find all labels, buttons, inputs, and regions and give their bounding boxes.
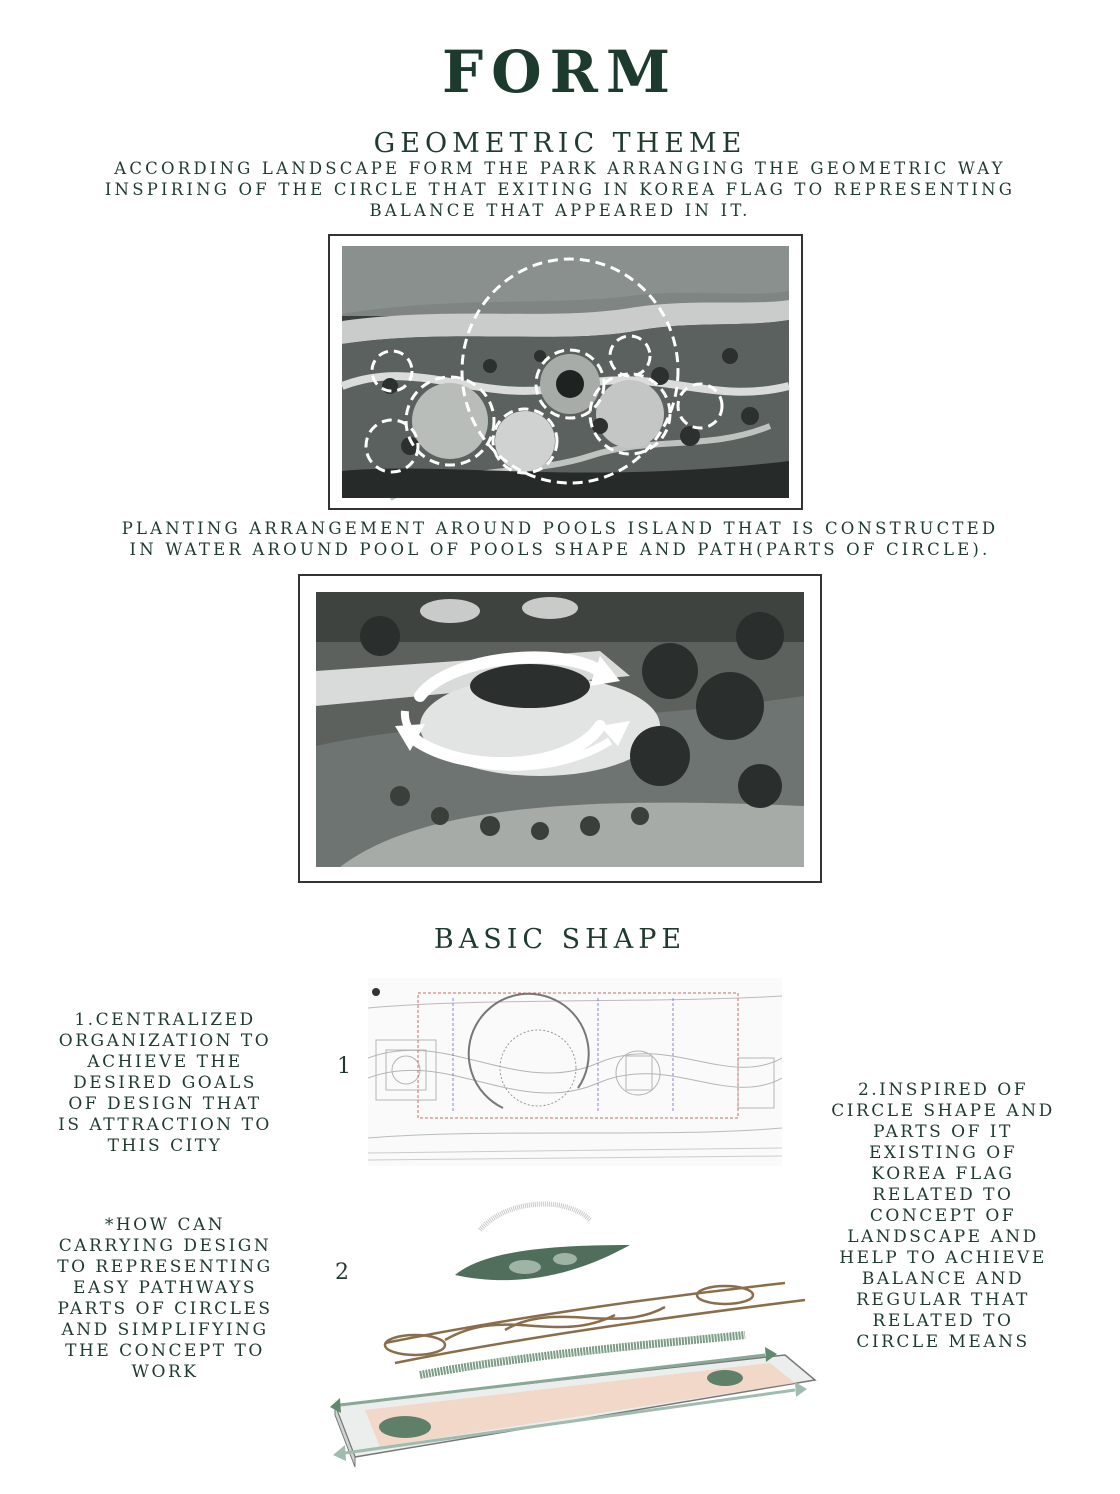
left-bottom-line: CARRYING DESIGN — [58, 1236, 272, 1256]
right-line: CIRCLE MEANS — [856, 1332, 1030, 1352]
right-line: 2.INSPIRED OF — [857, 1080, 1029, 1100]
right-line: REGULAR THAT — [856, 1290, 1030, 1310]
planting-description — [30, 518, 1090, 560]
geometric-theme-heading: GEOMETRIC THEME — [373, 128, 747, 159]
right-line: EXISTING OF — [868, 1143, 1018, 1163]
right-line: BALANCE AND — [861, 1269, 1025, 1289]
left-top-line: IS ATTRACTION TO — [58, 1115, 272, 1135]
right-line: RELATED TO — [872, 1185, 1014, 1205]
basic-shape-heading: BASIC SHAPE — [433, 924, 687, 955]
left-top-line: 1.CENTRALIZED — [74, 1010, 256, 1030]
right-line: HELP TO ACHIEVE — [839, 1248, 1047, 1268]
site-plan-drawing — [368, 978, 782, 1166]
planting-line-1: PLANTING ARRANGEMENT AROUND POOLS ISLAND THAT IS CONSTRUCTED — [121, 519, 999, 538]
right-line: KOREA FLAG — [871, 1164, 1015, 1184]
aerial-photo-frame — [328, 234, 803, 510]
left-top-line: ACHIEVE THE — [87, 1052, 243, 1072]
left-top-line: THIS CITY — [107, 1136, 223, 1156]
right-line: CONCEPT OF — [869, 1206, 1017, 1226]
left-top-line: DESIRED GOALS — [73, 1073, 257, 1093]
left-top-line: ORGANIZATION TO — [58, 1031, 272, 1051]
geometric-theme-description — [30, 158, 1090, 221]
page-title: FORM — [441, 38, 679, 106]
right-line: PARTS OF IT — [873, 1122, 1013, 1142]
diagram-number-1: 1 — [337, 1054, 351, 1079]
pool-island-photo — [300, 576, 820, 881]
left-bottom-line: TO REPRESENTING — [57, 1257, 273, 1277]
left-bottom-line: WORK — [131, 1362, 199, 1382]
right-line: RELATED TO — [872, 1311, 1014, 1331]
left-top-line: OF DESIGN THAT — [68, 1094, 262, 1114]
layer-diagram — [325, 1195, 825, 1485]
diagram-number-2: 2 — [335, 1260, 349, 1285]
aerial-park-photo — [330, 236, 801, 508]
geometric-line-3: BALANCE THAT APPEARED IN IT. — [369, 201, 751, 220]
left-bottom-line: PARTS OF CIRCLES — [57, 1299, 273, 1319]
left-bottom-line: AND SIMPLIFYING — [61, 1320, 269, 1340]
geometric-line-1: ACCORDING LANDSCAPE FORM THE PARK ARRANGING THE GEOMETRIC WAY — [114, 159, 1006, 178]
pool-island-photo-frame — [298, 574, 822, 883]
centralized-organization-text — [30, 1010, 300, 1157]
inspired-circle-text — [808, 1080, 1078, 1353]
pathways-question-text — [30, 1215, 300, 1383]
geometric-line-2: INSPIRING OF THE CIRCLE THAT EXITING IN KOREA FLAG TO REPRESENTING — [104, 180, 1016, 199]
right-line: CIRCLE SHAPE AND — [831, 1101, 1055, 1121]
right-line: LANDSCAPE AND — [847, 1227, 1039, 1247]
left-bottom-line: EASY PATHWAYS — [73, 1278, 257, 1298]
left-bottom-line: *HOW CAN — [104, 1215, 226, 1235]
left-bottom-line: THE CONCEPT TO — [65, 1341, 265, 1361]
planting-line-2: IN WATER AROUND POOL OF POOLS SHAPE AND PATH(PARTS OF CIRCLE). — [129, 540, 991, 559]
